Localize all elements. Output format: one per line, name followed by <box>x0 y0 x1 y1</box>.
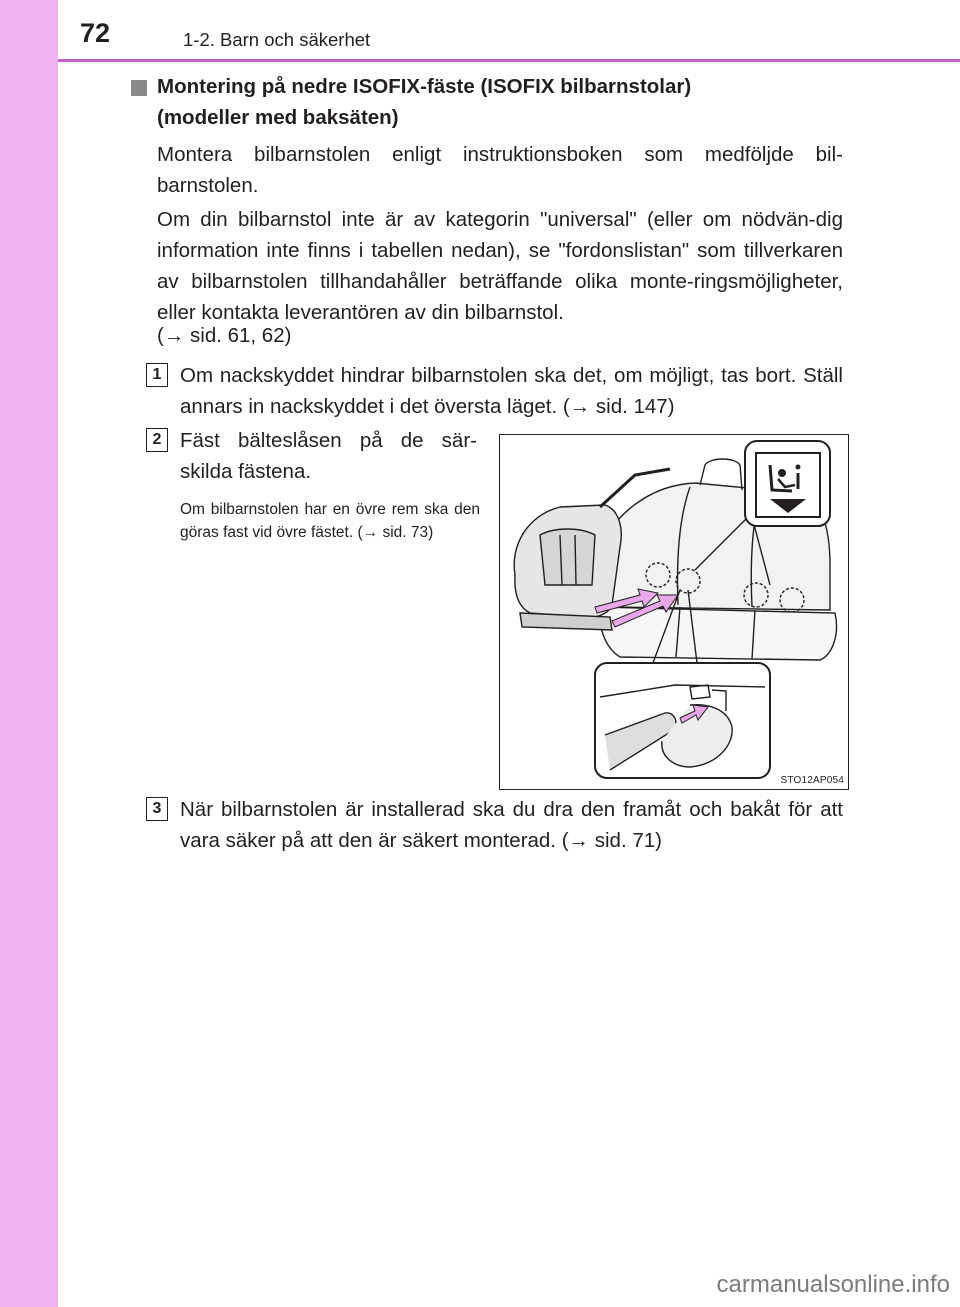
header-rule <box>58 59 960 62</box>
heading-line-1: Montering på nedre ISOFIX-fäste (ISOFIX bilbarnstolar) <box>157 75 692 98</box>
intro-paragraph-2: Om din bilbarnstol inte är av kategorin "universal" (eller om nödvän-dig information inte finns i tabellen nedan), se "fordonslistan" som tillverkaren av bilbarnstolen tillhandahåller beträffande olika monte-ringsmöjligheter, eller kontakta leverantören av din bilbarnstol. <box>157 208 843 324</box>
step-2-note: Om bilbarnstolen har en övre rem ska den göras fast vid övre fästet. (→ sid. 73) <box>180 501 480 541</box>
isofix-illustration <box>499 434 849 790</box>
page-number: 72 <box>80 18 111 48</box>
step-1-text: Om nackskyddet hindrar bilbarnstolen ska det, om möjligt, tas bort. Ställ annars in nackskyddet i det översta läget. (→ sid. 147) <box>180 364 843 418</box>
step-1-number: 1 <box>146 363 168 387</box>
step-2-number: 2 <box>146 428 168 452</box>
section-heading <box>157 71 847 133</box>
figure-code: STO12AP054 <box>780 775 844 786</box>
step-3-number: 3 <box>146 797 168 821</box>
square-bullet-icon <box>131 80 147 96</box>
watermark: carmanualsonline.info <box>716 1271 950 1298</box>
step-3-text: När bilbarnstolen är installerad ska du dra den framåt och bakåt för att vara säker på att den är säkert monterad. (→ sid. 71) <box>180 798 843 852</box>
intro-reference: (→ sid. 61, 62) <box>157 324 292 347</box>
isofix-seat-icon <box>745 441 830 526</box>
heading-line-2: (modeller med baksäten) <box>157 106 399 129</box>
section-breadcrumb: 1-2. Barn och säkerhet <box>183 29 371 50</box>
isofix-illustration-drawing <box>500 435 850 791</box>
step-2-text: Fäst bälteslåsen på de sär-skilda fästena. <box>180 429 477 483</box>
intro-paragraph-1: Montera bilbarnstolen enligt instruktionsboken som medföljde bil-barnstolen. <box>157 143 843 197</box>
side-color-bar <box>0 0 58 1307</box>
